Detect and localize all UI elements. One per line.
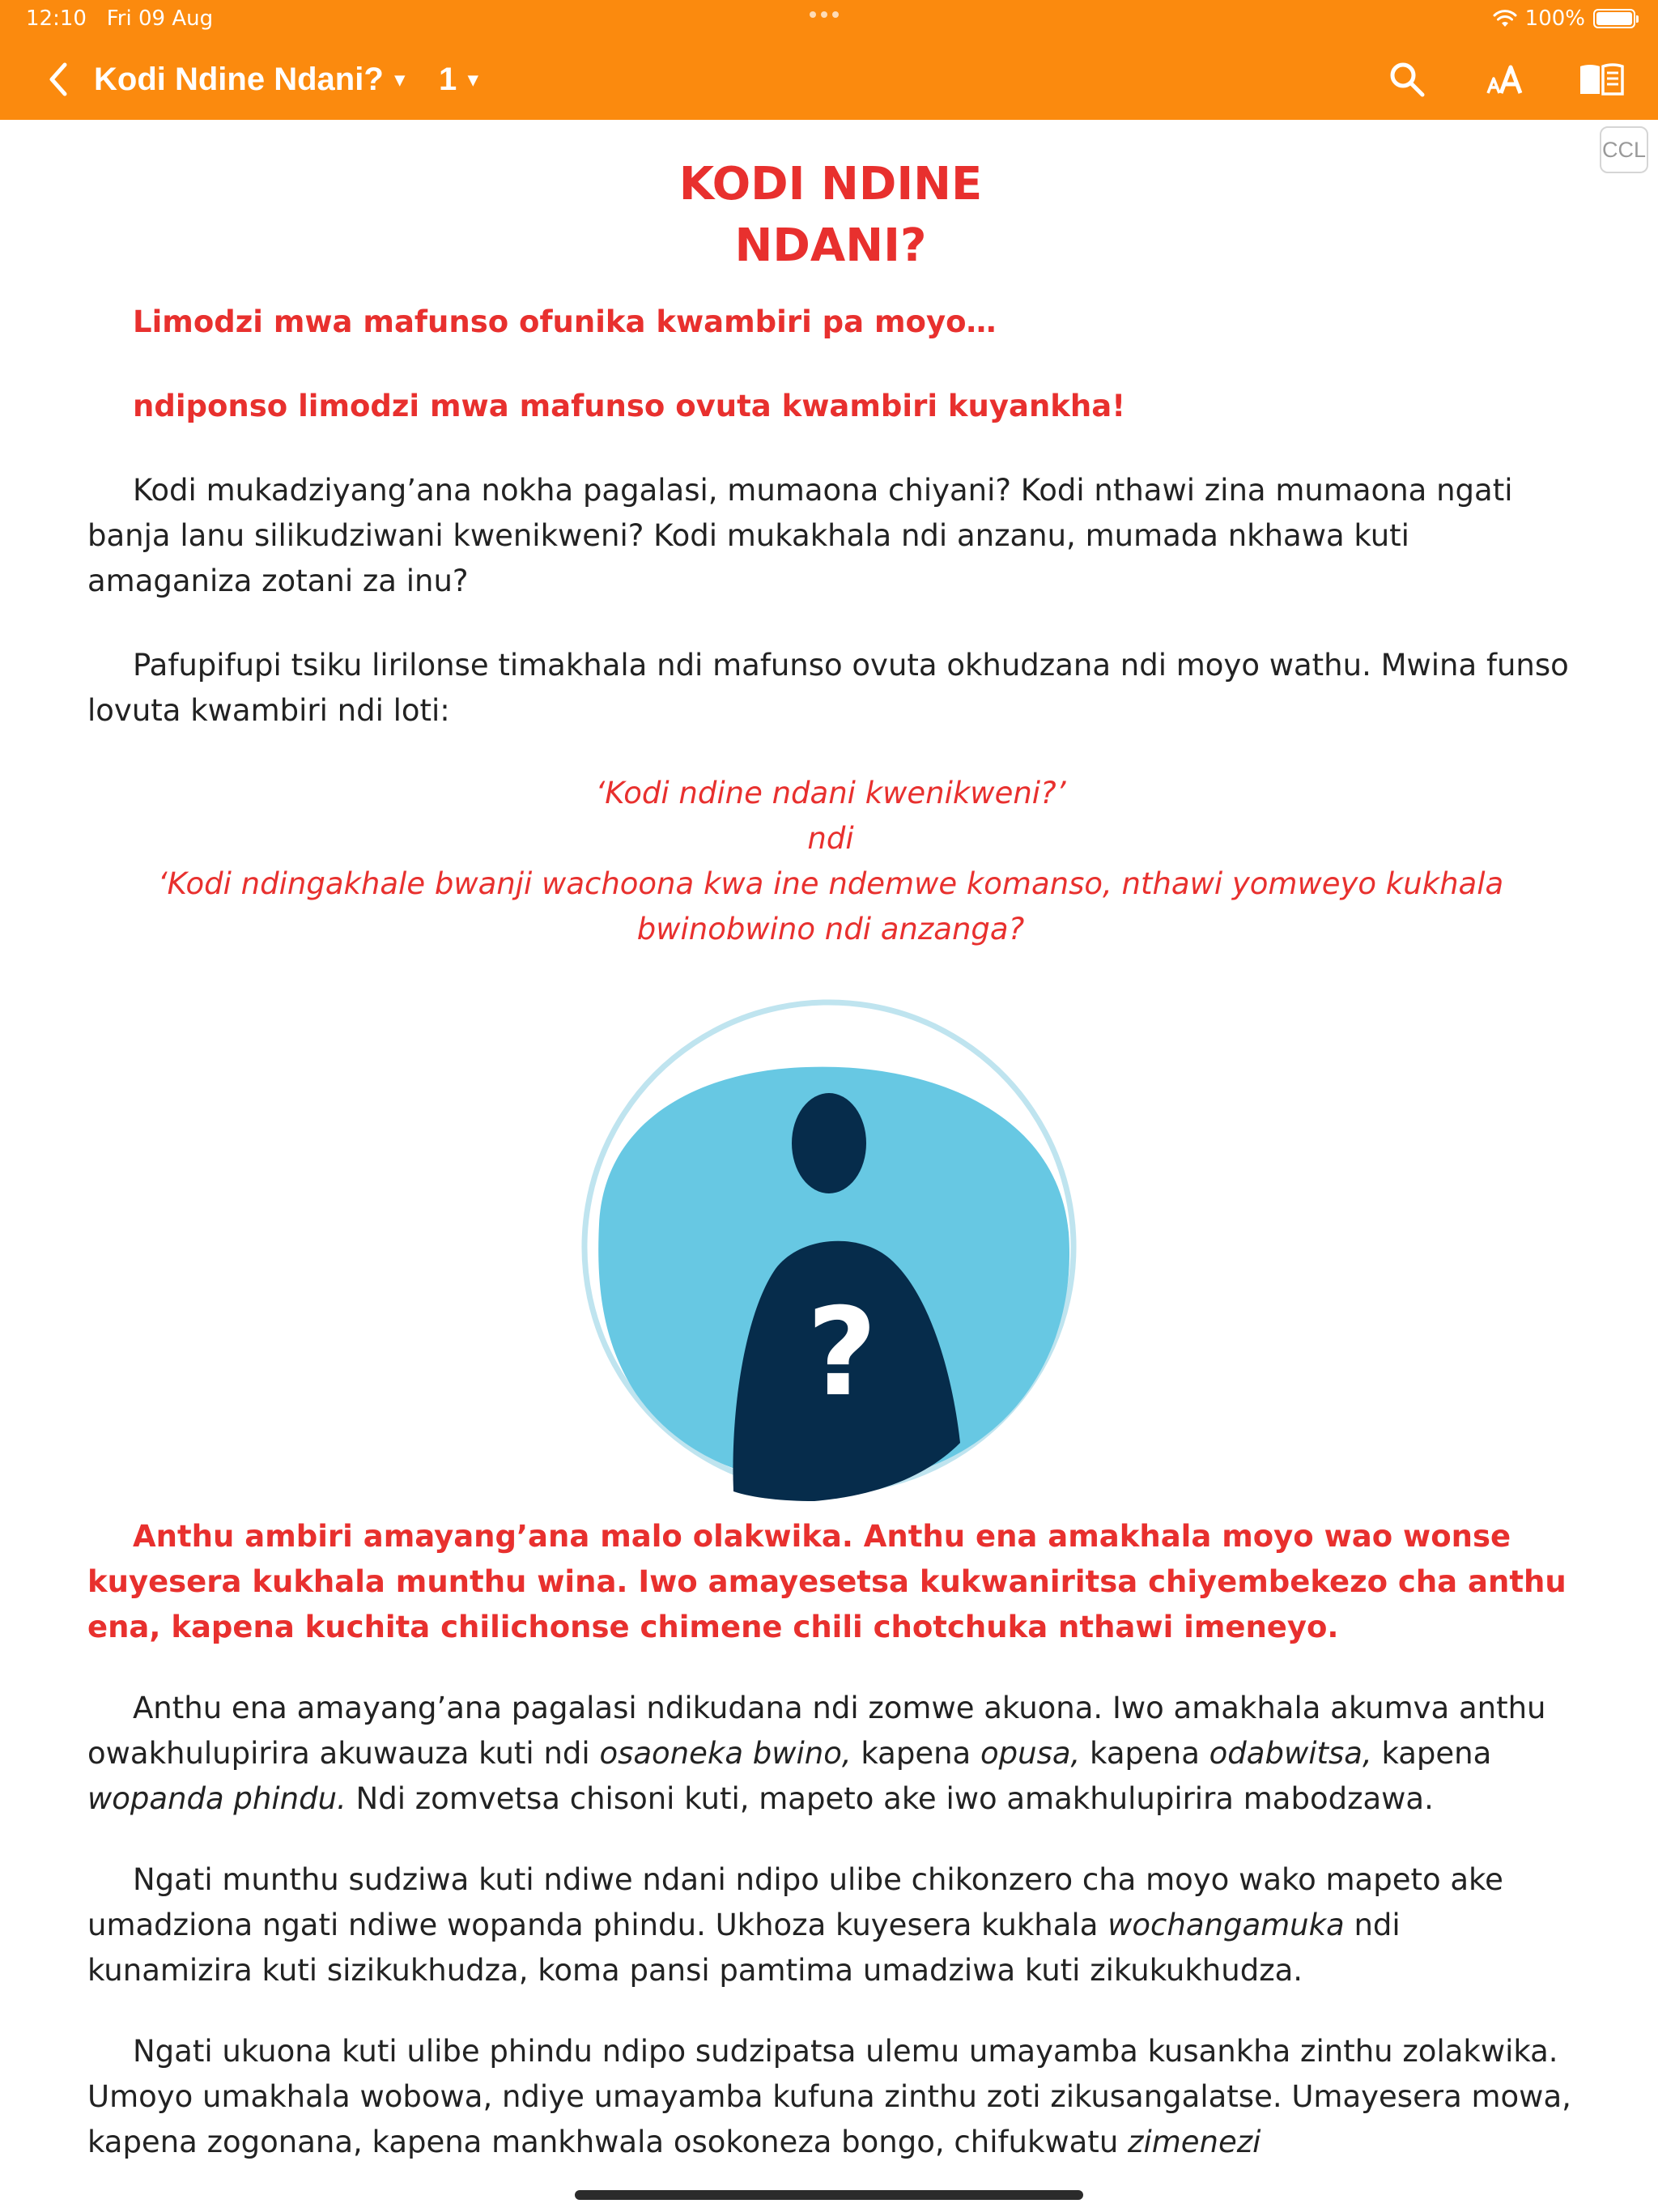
quote-block <box>87 771 1574 952</box>
text-size-icon <box>1486 62 1525 96</box>
emphasis-paragraph: Anthu ambiri amayang’ana malo olakwika. Anthu ena amakhala moyo wao wonse kuyesera kukhala munthu wina. Iwo amayesetsa kukwaniritsa chiyembekezo cha anthu ena, kapena kuchita chilichonse chimene chili chotchuka nthawi imeneyo. <box>87 1519 1567 1644</box>
lead-line-2: ndiponso limodzi mwa mafunso ovuta kwambiri kuyankha! <box>133 389 1126 423</box>
multitask-dots-icon[interactable] <box>810 11 839 18</box>
wifi-icon <box>1493 10 1517 28</box>
status-bar-right <box>1493 6 1635 31</box>
silhouette-question-mark-icon <box>572 989 1090 1508</box>
search-icon <box>1388 61 1426 98</box>
page-title-line1: KODI NDINE <box>678 158 983 211</box>
quote-line-1: ‘Kodi ndine ndani kwenikweni?’ <box>595 776 1066 810</box>
paragraph-4-italic: wochangamuka <box>1107 1908 1345 1942</box>
lead-line-1: Limodzi mwa mafunso ofunika kwambiri pa moyo… <box>133 304 997 339</box>
article <box>87 154 1574 2165</box>
paragraph-3-italic: odabwitsa, <box>1209 1736 1372 1771</box>
quote-line-2: ‘Kodi ndingakhale bwanji wachoona kwa ine ndemwe komanso, nthawi yomweyo kukhala bwinobwino ndi anzanga? <box>157 866 1504 946</box>
chapter-dropdown[interactable] <box>439 57 478 102</box>
book-title: Kodi Ndine Ndani? <box>94 61 384 97</box>
page-title-line2: NDANI? <box>734 219 927 272</box>
status-time: 12:10 <box>26 6 87 31</box>
paragraph-3-text: kapena <box>1080 1736 1209 1771</box>
search-button[interactable] <box>1383 55 1431 104</box>
page-title <box>87 154 1574 277</box>
app-bar <box>0 0 1658 120</box>
paragraph-3-italic: opusa, <box>980 1736 1081 1771</box>
battery-icon <box>1593 9 1635 28</box>
paragraph-3-italic: osaoneka bwino, <box>599 1736 852 1771</box>
question-mark: ? <box>806 1283 878 1423</box>
chapter-number: 1 <box>439 61 457 97</box>
paragraph-3-text: kapena <box>1371 1736 1492 1771</box>
reading-mode-book-icon <box>1578 62 1625 97</box>
status-bar-time <box>26 6 213 31</box>
ccl-badge[interactable]: CCL <box>1600 126 1648 173</box>
paragraph-4-text: Ngati munthu sudziwa kuti ndiwe ndani ndipo ulibe chikonzero cha moyo wako mapeto ake umadziona ngati ndiwe wopanda phindu. Ukhoza kuyesera kukhala <box>87 1862 1503 1942</box>
chevron-down-icon: ▾ <box>468 68 478 91</box>
status-date: Fri 09 Aug <box>106 6 214 31</box>
paragraph-3-text: Ndi zomvetsa chisoni kuti, mapeto ake iwo amakhulupirira mabodzawa. <box>346 1781 1434 1816</box>
book-title-dropdown[interactable] <box>94 57 405 102</box>
paragraph-4-text: ndi kunamizira kuti sizikukhudza, koma pansi pamtima umadziwa kuti zikukukhudza. <box>87 1908 1401 1988</box>
paragraph-3-text: kapena <box>851 1736 980 1771</box>
paragraph-3-italic: wopanda phindu. <box>87 1781 346 1816</box>
paragraph-5 <box>87 2029 1574 2165</box>
text-size-button[interactable] <box>1482 55 1530 104</box>
back-chevron-icon <box>47 62 70 97</box>
paragraph-1: Kodi mukadziyang’ana nokha pagalasi, mumaona chiyani? Kodi nthawi zina mumaona ngati banja lanu silikudziwani kwenikweni? Kodi mukakhala ndi anzanu, mumada nkhawa kuti amaganiza zotani za inu? <box>87 473 1513 598</box>
home-indicator[interactable] <box>575 2190 1083 2200</box>
back-button[interactable] <box>39 57 78 102</box>
paragraph-3-text: Anthu ena amayang’ana pagalasi ndikudana ndi zomwe akuona. Iwo amakhala akumva anthu owakhulupirira akuwauza kuti ndi <box>87 1691 1546 1771</box>
chevron-down-icon: ▾ <box>394 68 405 91</box>
paragraph-5-italic: zimenezi <box>1128 2125 1261 2159</box>
reading-mode-button[interactable] <box>1577 55 1626 104</box>
reader-toolbar <box>0 39 1658 120</box>
paragraph-3 <box>87 1686 1574 1822</box>
quote-joiner: ndi <box>807 821 854 856</box>
paragraph-4 <box>87 1857 1574 1993</box>
paragraph-5-text: Ngati ukuona kuti ulibe phindu ndipo sudzipatsa ulemu umayamba kusankha zinthu zolakwika. Umoyo umakhala wobowa, ndiye umayamba kufuna zinthu zoti zikusangalatse. Umayesera mowa, kapena zogonana, kapena mankhwala osokoneza bongo, chifukwatu <box>87 2034 1571 2159</box>
battery-percent: 100% <box>1524 6 1585 31</box>
paragraph-2: Pafupifupi tsiku lirilonse timakhala ndi mafunso ovuta okhudzana ndi moyo wathu. Mwina funso lovuta kwambiri ndi loti: <box>87 648 1569 728</box>
